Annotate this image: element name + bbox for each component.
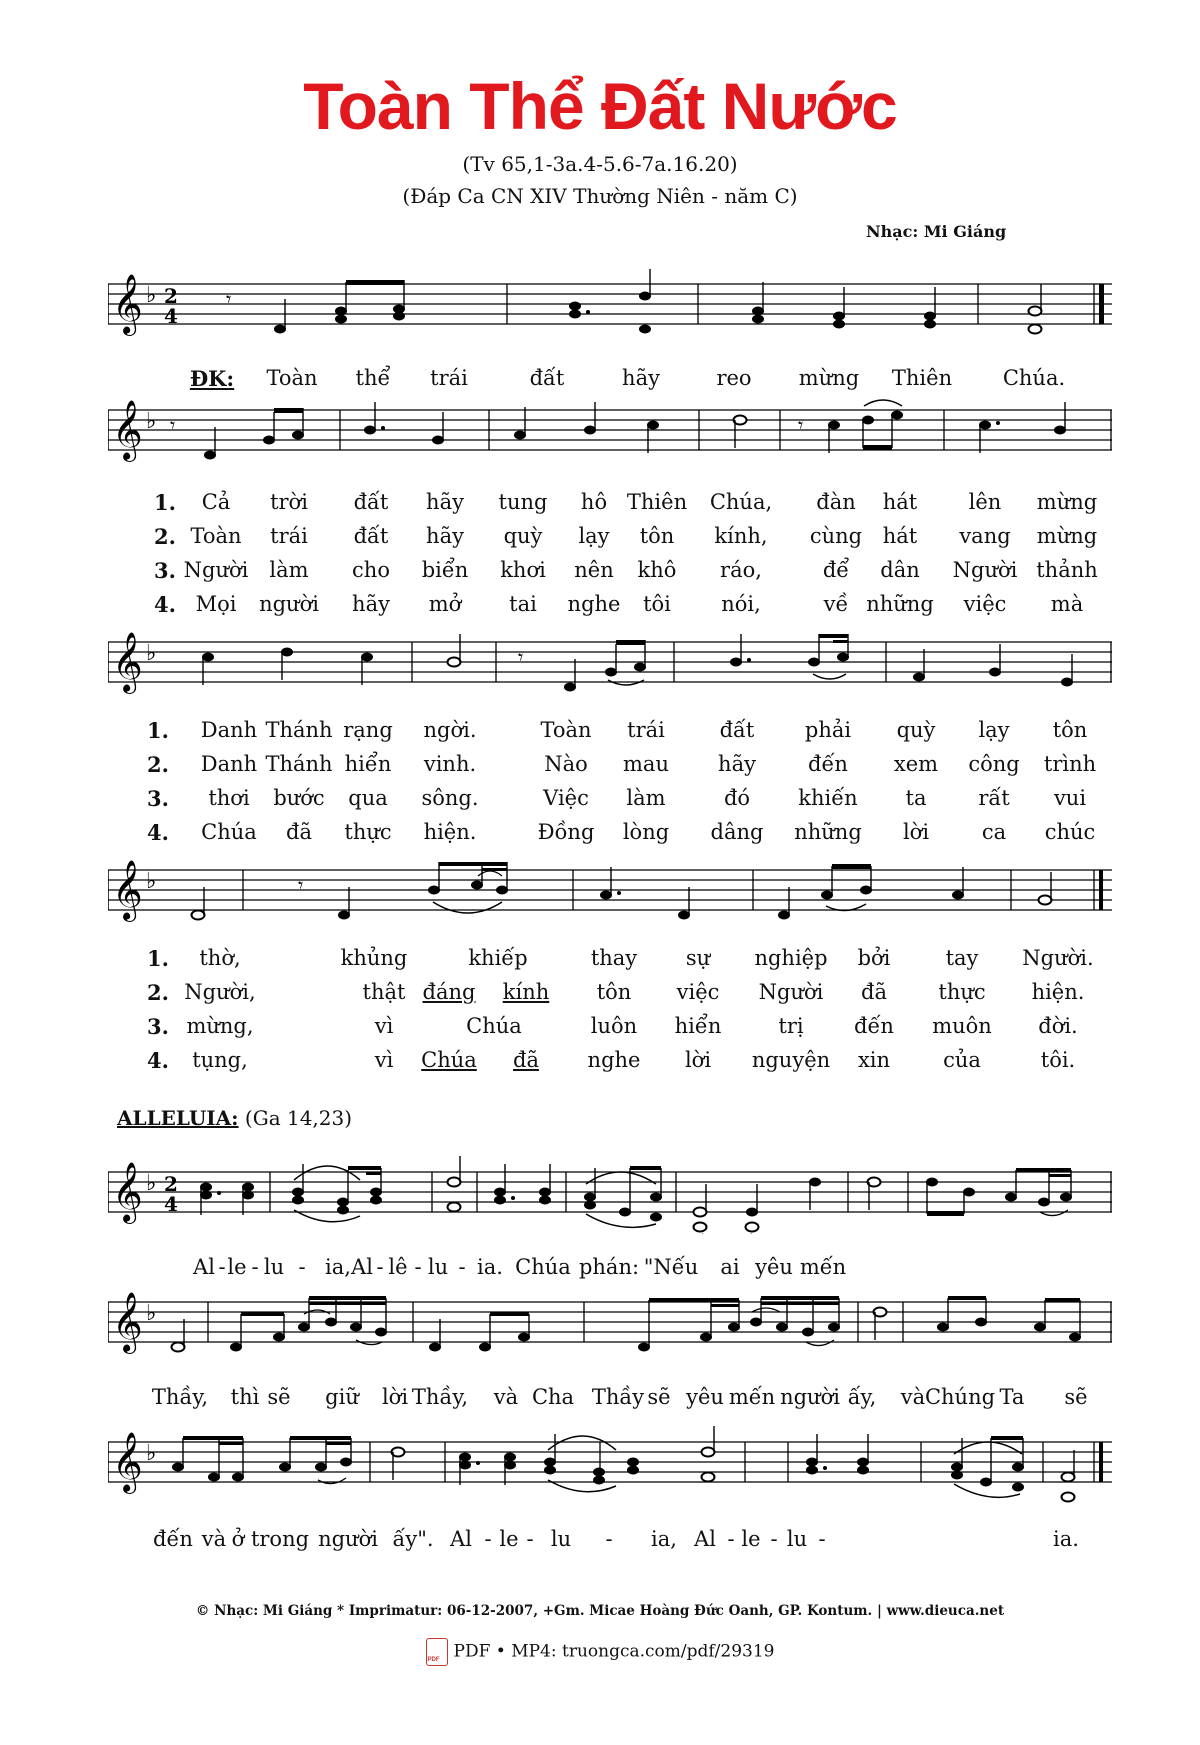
lyric-word: cho xyxy=(352,558,390,582)
stanza-number: 3. xyxy=(147,786,169,811)
lyric-word: trái xyxy=(270,524,308,548)
lyric-word: Người xyxy=(183,558,249,582)
lyric-word: những xyxy=(794,820,862,844)
lyric-word: người xyxy=(780,1385,840,1409)
lyric-word: Mọi xyxy=(195,592,237,616)
lyric-word: - xyxy=(727,1527,735,1551)
stanza-number: 4. xyxy=(154,592,176,617)
lyric-word: Cả xyxy=(201,490,231,514)
svg-text:𝄞: 𝄞 xyxy=(112,1432,143,1492)
system-3-words xyxy=(0,718,1200,848)
lyric-word: nghe xyxy=(587,1048,641,1072)
copyright-footer: © Nhạc: Mi Giáng * Imprimatur: 06-12-2007, +Gm. Micae Hoàng Đức Oanh, GP. Kontum. | www.dieuca.net xyxy=(195,1603,1005,1619)
lyric-word: của xyxy=(943,1048,981,1072)
lyric-word: phải xyxy=(804,718,852,742)
lyric-word: Al xyxy=(193,1255,215,1279)
lyric-word: Toàn xyxy=(540,718,592,742)
lyric-word: - xyxy=(605,1527,613,1551)
lyric-word: khiến xyxy=(798,786,858,810)
lyric-word: nên xyxy=(574,558,614,582)
lyric-word: hiển xyxy=(344,752,392,776)
lyric-word: vì xyxy=(374,1014,394,1038)
lyric-word: lu xyxy=(786,1527,808,1551)
lyric-word: đàn xyxy=(816,490,856,514)
lyric-word: - xyxy=(298,1255,306,1279)
lyric-word: mừng, xyxy=(186,1014,254,1038)
stanza-number: 4. xyxy=(147,1048,169,1073)
lyric-word: nghiệp xyxy=(754,946,828,970)
lyric-word: thờ, xyxy=(199,946,241,970)
lyric-word: ấy". xyxy=(392,1527,434,1551)
lyric-word: đã xyxy=(513,1048,539,1072)
lyric-word: - xyxy=(818,1527,826,1551)
lyric-word: hiện. xyxy=(1031,980,1085,1004)
lyric-word: tụng, xyxy=(192,1048,248,1072)
lyric-word: mừng xyxy=(798,366,860,390)
lyric-word: việc xyxy=(676,980,720,1004)
lyric-word: lòng xyxy=(622,820,670,844)
stanza-number: 4. xyxy=(147,820,169,845)
stanza-number: 3. xyxy=(154,558,176,583)
lyric-word: đời. xyxy=(1038,1014,1078,1038)
lyric-word: lu xyxy=(263,1255,285,1279)
lyric-word: lời xyxy=(381,1385,409,1409)
download-line[interactable] xyxy=(0,1638,1200,1666)
lyric-word: biển xyxy=(421,558,469,582)
svg-text:𝄞: 𝄞 xyxy=(112,274,143,334)
lyric-word: hãy xyxy=(622,366,660,390)
lyric-word: rất xyxy=(978,786,1010,810)
svg-text:𝄞: 𝄞 xyxy=(112,1162,143,1222)
lyric-word: Toàn xyxy=(266,366,318,390)
lyric-word: ngời. xyxy=(423,718,477,742)
lyric-word: trị xyxy=(778,1014,804,1038)
staff-alleluia-1 xyxy=(108,1154,1112,1234)
stanza-number: 3. xyxy=(147,1014,169,1039)
lyric-word: - xyxy=(458,1255,466,1279)
lyric-word: Al xyxy=(450,1527,472,1551)
time-sig-top: 2 xyxy=(164,284,178,308)
lyric-word: hãy xyxy=(718,752,756,776)
lyric-word: le xyxy=(227,1255,247,1279)
lyric-word: hát xyxy=(882,490,918,514)
lyric-word: thảnh xyxy=(1036,558,1098,582)
lyric-word: quỳ xyxy=(896,718,936,742)
lyric-word: "Nếu xyxy=(643,1255,699,1279)
lyric-word: đến xyxy=(153,1527,193,1551)
lyric-word: Danh xyxy=(200,718,258,742)
lyric-word: tay xyxy=(945,946,979,970)
lyric-word: thực xyxy=(344,820,392,844)
alleluia-lyrics-3 xyxy=(0,1527,1200,1557)
lyric-word: cùng xyxy=(809,524,863,548)
lyric-word: tôi xyxy=(643,592,671,616)
system-2-words xyxy=(0,490,1200,620)
svg-text:𝄾: 𝄾 xyxy=(226,287,232,311)
lyric-word: khơi xyxy=(500,558,546,582)
lyric-word: muôn xyxy=(932,1014,992,1038)
svg-text:𝄞: 𝄞 xyxy=(112,632,143,692)
lyric-word: sẽ xyxy=(1064,1385,1088,1409)
lyric-word: Người, xyxy=(184,980,256,1004)
lyric-word: Al xyxy=(694,1527,716,1551)
lyric-word: tung xyxy=(498,490,548,514)
lyric-word: Người xyxy=(758,980,824,1004)
lyric-word: giữ xyxy=(325,1385,359,1409)
lyric-word: mau xyxy=(623,752,669,776)
lyric-word: mừng xyxy=(1036,524,1098,548)
lyric-word: hiển xyxy=(674,1014,722,1038)
svg-text:𝄾: 𝄾 xyxy=(298,873,304,897)
lyric-word: phán: xyxy=(578,1255,640,1279)
lyric-word: lê xyxy=(388,1255,408,1279)
staff-system-3 xyxy=(108,624,1112,704)
psalm-reference: (Tv 65,1-3a.4-5.6-7a.16.20) xyxy=(462,152,738,176)
lyric-word: ai xyxy=(720,1255,740,1279)
lyric-word: lạy xyxy=(578,524,610,548)
lyric-word: thật xyxy=(362,980,406,1004)
composer-credit: Nhạc: Mi Giáng xyxy=(866,222,1007,241)
lyric-word: - xyxy=(770,1527,778,1551)
lyric-word: thực xyxy=(938,980,986,1004)
lyric-word: Chúa xyxy=(515,1255,571,1279)
lyric-word: sự xyxy=(685,946,711,970)
time-sig-bottom: 4 xyxy=(164,1192,178,1216)
lyric-word: tôn xyxy=(639,524,675,548)
lyric-word: rạng xyxy=(343,718,393,742)
lyric-word: sẽ xyxy=(267,1385,291,1409)
lyric-word: Thánh xyxy=(265,752,333,776)
lyric-word: qua xyxy=(348,786,388,810)
staff-alleluia-3 xyxy=(108,1424,1112,1504)
lyric-word: lời xyxy=(684,1048,712,1072)
lyric-word: trình xyxy=(1043,752,1097,776)
lyric-word: đã xyxy=(286,820,312,844)
staff-alleluia-2 xyxy=(108,1284,1112,1364)
lyric-word: những xyxy=(866,592,934,616)
song-title: Toàn Thể Đất Nước xyxy=(303,69,897,143)
lyric-word: dân xyxy=(880,558,920,582)
lyric-word: mà xyxy=(1050,592,1084,616)
lyric-word: để xyxy=(822,558,850,582)
lyric-word: khiếp xyxy=(468,946,528,970)
svg-text:𝄾: 𝄾 xyxy=(518,645,524,669)
lyric-word: luôn xyxy=(590,1014,638,1038)
lyric-word: khô xyxy=(637,558,677,582)
lyric-word: yêu xyxy=(686,1385,724,1409)
alleluia-heading xyxy=(117,1106,352,1130)
lyric-word: nguyện xyxy=(751,1048,831,1072)
lyric-word: Al xyxy=(351,1255,373,1279)
lyric-word: xin xyxy=(857,1048,891,1072)
svg-text:𝄾: 𝄾 xyxy=(170,413,176,437)
lyric-word: - xyxy=(526,1527,534,1551)
lyric-word: sẽ xyxy=(647,1385,671,1409)
stanza-number: 1. xyxy=(147,718,169,743)
lyric-word: vang xyxy=(959,524,1011,548)
lyric-word: mừng xyxy=(1036,490,1098,514)
lyric-word: Chúa. xyxy=(1002,366,1066,390)
lyric-word: thay xyxy=(590,946,638,970)
lyric-word: - xyxy=(414,1255,422,1279)
system-4-words xyxy=(0,946,1200,1076)
svg-text:𝄾: 𝄾 xyxy=(798,413,804,437)
lyric-word: Thánh xyxy=(265,718,333,742)
lyric-word: Thầy, xyxy=(411,1385,469,1409)
svg-text:♭: ♭ xyxy=(146,1301,157,1326)
lyric-word: vinh. xyxy=(423,752,477,776)
lyric-word: kính, xyxy=(714,524,768,548)
lyric-word: chúc xyxy=(1044,820,1096,844)
lyric-word: khủng xyxy=(340,946,408,970)
svg-text:𝄞: 𝄞 xyxy=(112,1292,143,1352)
lyric-word: nghe xyxy=(567,592,621,616)
lyric-word: bởi xyxy=(857,946,891,970)
lyric-word: tôn xyxy=(1052,718,1088,742)
lyric-word: Danh xyxy=(200,752,258,776)
lyric-word: Việc xyxy=(543,786,589,810)
lyric-word: Cha xyxy=(531,1385,575,1409)
refrain-label: ĐK: xyxy=(189,366,235,391)
pdf-icon[interactable]: PDF xyxy=(426,1638,448,1666)
lyric-word: Ta xyxy=(999,1385,1025,1409)
lyric-word: ấy, xyxy=(847,1385,877,1409)
lyric-word: lên xyxy=(968,490,1002,514)
lyric-word: hãy xyxy=(426,490,464,514)
svg-text:♭: ♭ xyxy=(146,641,157,666)
lyric-word: hát xyxy=(882,524,918,548)
lyric-word: Chúa xyxy=(466,1014,522,1038)
alleluia-lyrics-2 xyxy=(0,1385,1200,1415)
lyric-word: Đồng xyxy=(537,820,595,844)
svg-text:♭: ♭ xyxy=(146,1441,157,1466)
lyric-word: Thiên xyxy=(626,490,688,514)
download-link[interactable]: PDF • MP4: truongca.com/pdf/29319 xyxy=(453,1641,775,1662)
lyric-word: le xyxy=(499,1527,519,1551)
lyric-word: - xyxy=(251,1255,259,1279)
lyric-word: ia. xyxy=(1053,1527,1079,1551)
lyric-word: hãy xyxy=(426,524,464,548)
liturgical-occasion: (Đáp Ca CN XIV Thường Niên - năm C) xyxy=(402,184,798,208)
lyric-word: xem xyxy=(893,752,939,776)
lyric-word: đến xyxy=(854,1014,894,1038)
lyric-word: - xyxy=(376,1255,384,1279)
lyric-word: lu xyxy=(427,1255,449,1279)
lyric-word: đó xyxy=(723,786,751,810)
lyric-word: lu xyxy=(550,1527,572,1551)
lyric-word: ia, xyxy=(651,1527,677,1551)
lyric-word: reo xyxy=(716,366,752,390)
staff-system-1 xyxy=(108,266,1112,346)
lyric-word: mến xyxy=(728,1385,776,1409)
lyric-word: Thầy, xyxy=(151,1385,209,1409)
lyric-word: trái xyxy=(627,718,665,742)
lyric-word: ia. xyxy=(477,1255,503,1279)
lyric-word: Thiên xyxy=(891,366,953,390)
lyric-word: đến xyxy=(808,752,848,776)
time-sig-bottom: 4 xyxy=(164,304,178,328)
time-sig-top: 2 xyxy=(164,1172,178,1196)
lyric-word: người xyxy=(318,1527,378,1551)
lyric-word: làm xyxy=(269,558,309,582)
lyric-word: sông. xyxy=(421,786,479,810)
lyric-word: ta xyxy=(905,786,927,810)
lyric-word: ở xyxy=(231,1527,245,1551)
alleluia-lyrics-1 xyxy=(0,1255,1200,1285)
lyric-word: người xyxy=(259,592,319,616)
lyric-word: trái xyxy=(430,366,468,390)
stanza-number: 1. xyxy=(147,946,169,971)
lyric-word: hiện. xyxy=(423,820,477,844)
lyric-word: thơi xyxy=(208,786,250,810)
lyric-word: đáng xyxy=(422,980,476,1004)
lyric-word: quỳ xyxy=(503,524,543,548)
lyric-word: lời xyxy=(902,820,930,844)
svg-text:♭: ♭ xyxy=(146,283,157,308)
staff-system-4 xyxy=(108,852,1112,932)
lyric-word: nói, xyxy=(721,592,761,616)
lyric-word: - xyxy=(218,1255,226,1279)
lyric-word: thì xyxy=(230,1385,260,1409)
lyric-word: ráo, xyxy=(720,558,762,582)
lyric-word: Chúa, xyxy=(709,490,773,514)
lyric-word: vì xyxy=(374,1048,394,1072)
stanza-number: 2. xyxy=(147,980,169,1005)
lyric-word: đất xyxy=(353,490,389,514)
lyric-word: trong xyxy=(250,1527,310,1551)
lyric-word: Chúa xyxy=(201,820,257,844)
lyric-word: lạy xyxy=(978,718,1010,742)
lyric-word: ca xyxy=(981,820,1007,844)
lyric-word: về xyxy=(823,592,849,616)
lyric-word: Thầy xyxy=(591,1385,645,1409)
svg-text:♭: ♭ xyxy=(146,869,157,894)
lyric-word: le xyxy=(741,1527,761,1551)
lyric-word: hãy xyxy=(352,592,390,616)
lyric-word: Toàn xyxy=(190,524,242,548)
lyric-word: tôn xyxy=(596,980,632,1004)
lyric-word: vui xyxy=(1053,786,1087,810)
lyric-word: hô xyxy=(580,490,608,514)
stanza-number: 2. xyxy=(147,752,169,777)
lyric-word: việc xyxy=(963,592,1007,616)
lyric-word: mở xyxy=(428,592,462,616)
alleluia-label: ALLELUIA: xyxy=(117,1106,239,1130)
lyric-word: đất xyxy=(719,718,755,742)
lyric-word: - xyxy=(484,1527,492,1551)
lyric-word: thể xyxy=(355,366,391,390)
lyric-word: đất xyxy=(353,524,389,548)
lyric-word: Chúa xyxy=(421,1048,477,1072)
lyric-word: dâng xyxy=(710,820,764,844)
lyric-word: mến xyxy=(799,1255,847,1279)
lyric-word: bước xyxy=(273,786,325,810)
lyric-word: Nào xyxy=(544,752,588,776)
lyric-word: trời xyxy=(270,490,308,514)
lyric-word: và xyxy=(201,1527,227,1551)
lyric-word: Người xyxy=(952,558,1018,582)
svg-text:𝄞: 𝄞 xyxy=(112,400,143,460)
lyric-word: Chúng xyxy=(924,1385,996,1409)
stanza-number: 1. xyxy=(154,490,176,515)
alleluia-reference: (Ga 14,23) xyxy=(244,1106,353,1130)
svg-text:𝄞: 𝄞 xyxy=(112,860,143,920)
lyric-word: làm xyxy=(626,786,666,810)
lyric-word: ia, xyxy=(325,1255,351,1279)
lyric-word: đã xyxy=(861,980,887,1004)
stanza-number: 2. xyxy=(154,524,176,549)
lyric-word: công xyxy=(968,752,1020,776)
svg-text:♭: ♭ xyxy=(146,409,157,434)
lyric-word: yêu xyxy=(755,1255,793,1279)
lyric-word: kính xyxy=(502,980,550,1004)
staff-system-2 xyxy=(108,392,1112,472)
lyric-word: và xyxy=(493,1385,519,1409)
lyric-word: tôi. xyxy=(1040,1048,1076,1072)
lyric-word: Người. xyxy=(1022,946,1094,970)
lyric-word: tai xyxy=(509,592,537,616)
svg-text:♭: ♭ xyxy=(146,1171,157,1196)
lyric-word: và xyxy=(900,1385,926,1409)
lyric-word: đất xyxy=(529,366,565,390)
